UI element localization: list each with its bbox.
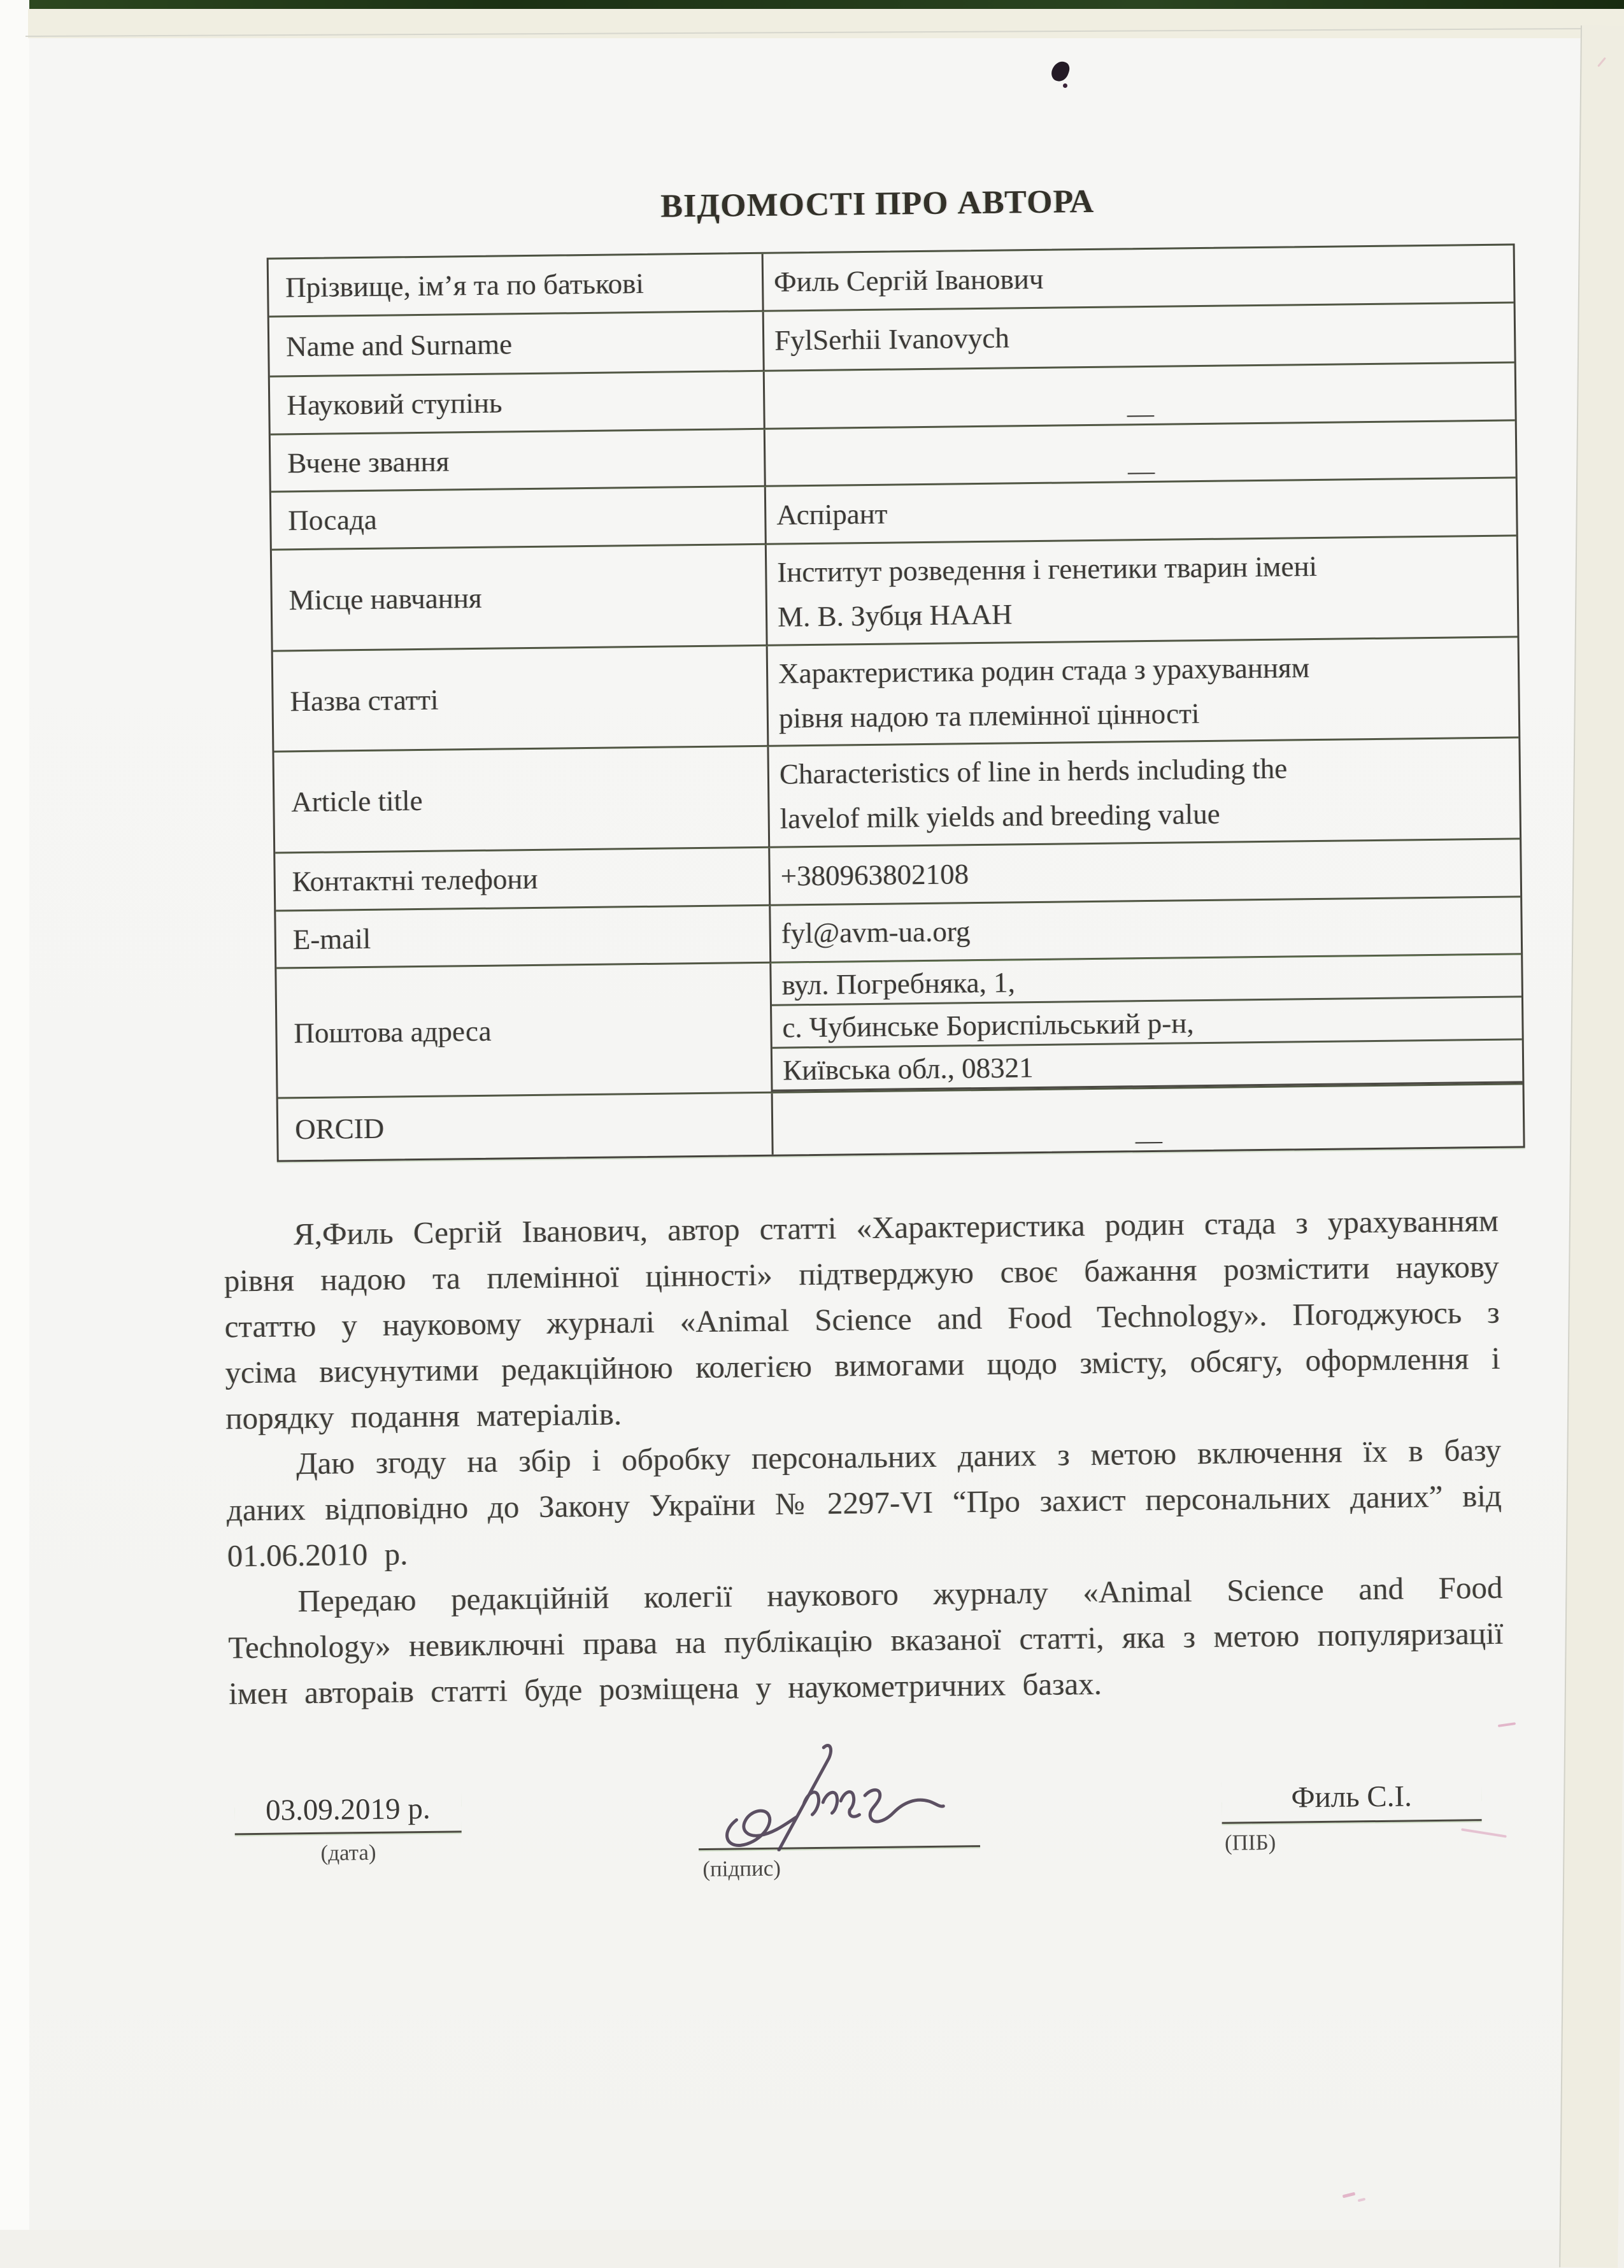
author-info-table (267, 243, 1525, 1162)
empty-dash: — (1127, 399, 1156, 429)
declaration-paragraph-2: Даю згоду на збір і обробку персональних даних з метою включення їх в базу даних відповідно до Закону України № 2297-VI “Про захист персональних даних” від 01.06.2010 р. (226, 1432, 1502, 1574)
row-label-scientific-degree: Науковий ступінь (270, 372, 766, 436)
row-value-postal-address (771, 955, 1522, 1093)
value-line: lavelof milk yields and breeding value (780, 797, 1220, 835)
empty-dash: — (1127, 456, 1157, 487)
row-value-place-of-study (767, 536, 1518, 646)
signature-block (697, 1742, 980, 1882)
name-value: Филь С.І. (1222, 1778, 1482, 1824)
value-line: Характеристика родин стада з урахуванням (778, 651, 1310, 690)
address-line: вул. Погребняка, 1, (771, 955, 1521, 1006)
row-label-position: Посада (271, 487, 767, 551)
declaration-text (224, 1198, 1504, 1717)
date-block (234, 1791, 462, 1867)
document-title: ВІДОМОСТІ ПРО АВТОРА (660, 183, 1095, 225)
empty-dash: — (1135, 1125, 1164, 1156)
value-line: Characteristics of line in herds including the (779, 752, 1288, 790)
row-value-article-title-en (769, 738, 1520, 848)
row-label-article-title-en: Article title (274, 747, 770, 854)
name-block (1222, 1778, 1482, 1856)
row-label-article-title-ua: Назва статті (273, 646, 769, 753)
row-label-name-surname-en: Name and Surname (269, 312, 765, 378)
address-line: Київська обл., 08321 (773, 1040, 1523, 1091)
row-value-email: fyl@avm-ua.org (771, 897, 1521, 963)
row-label-place-of-study: Місце навчання (272, 545, 768, 652)
row-value-position: Аспірант (766, 478, 1516, 545)
declaration-paragraph-3: Передаю редакційній колегії наукового журналу «Animal Science and Food Technology» невиключні права на публікацію вказаної статті, яка з метою популяризації імен автораів статті буде розміщена у наукометричних базах. (228, 1569, 1504, 1711)
value-line: Інститут розведення і генетики тварин імені (777, 550, 1318, 588)
declaration-paragraph-1: Я,Филь Сергій Іванович, автор статті «Характеристика родин стада з урахуванням рівня надою та племінної цінності» підтверджую своє бажання розмістити наукову статтю у науковому журналі «Animal Science and Food Technology». Погоджуюсь з усіма висунутими редакційною колегією вимогами щодо змісту, обсягу, оформлення і порядку подання матеріалів. (224, 1202, 1500, 1436)
name-caption: (ПІБ) (1224, 1829, 1276, 1855)
row-value-article-title-ua (768, 638, 1519, 746)
signature-caption: (підпис) (702, 1855, 781, 1882)
row-label-surname: Прізвище, ім’я та по батькові (269, 254, 764, 318)
date-value: 03.09.2019 р. (234, 1791, 462, 1835)
row-value-academic-title (766, 421, 1516, 487)
row-value-orcid (773, 1085, 1523, 1154)
handwritten-signature (697, 1742, 980, 1852)
row-label-postal-address: Поштова адреса (276, 964, 773, 1099)
row-label-academic-title: Вчене звання (271, 430, 766, 493)
row-value-surname: Филь Сергій Іванович (764, 245, 1514, 311)
value-line: рівня надою та племінної цінності (778, 697, 1200, 734)
address-line: с. Чубинське Бориспільський р-н, (772, 997, 1522, 1048)
row-value-contact-phones: +380963802108 (770, 839, 1520, 906)
row-value-scientific-degree (765, 363, 1515, 429)
row-label-orcid: ORCID (278, 1094, 774, 1160)
date-caption: (дата) (320, 1839, 376, 1865)
row-label-email: E-mail (276, 906, 771, 969)
value-line: М. В. Зубця НААН (777, 598, 1013, 633)
row-value-name-surname-en: FylSerhii Ivanovych (764, 303, 1514, 371)
row-label-contact-phones: Контактні телефони (275, 848, 771, 912)
